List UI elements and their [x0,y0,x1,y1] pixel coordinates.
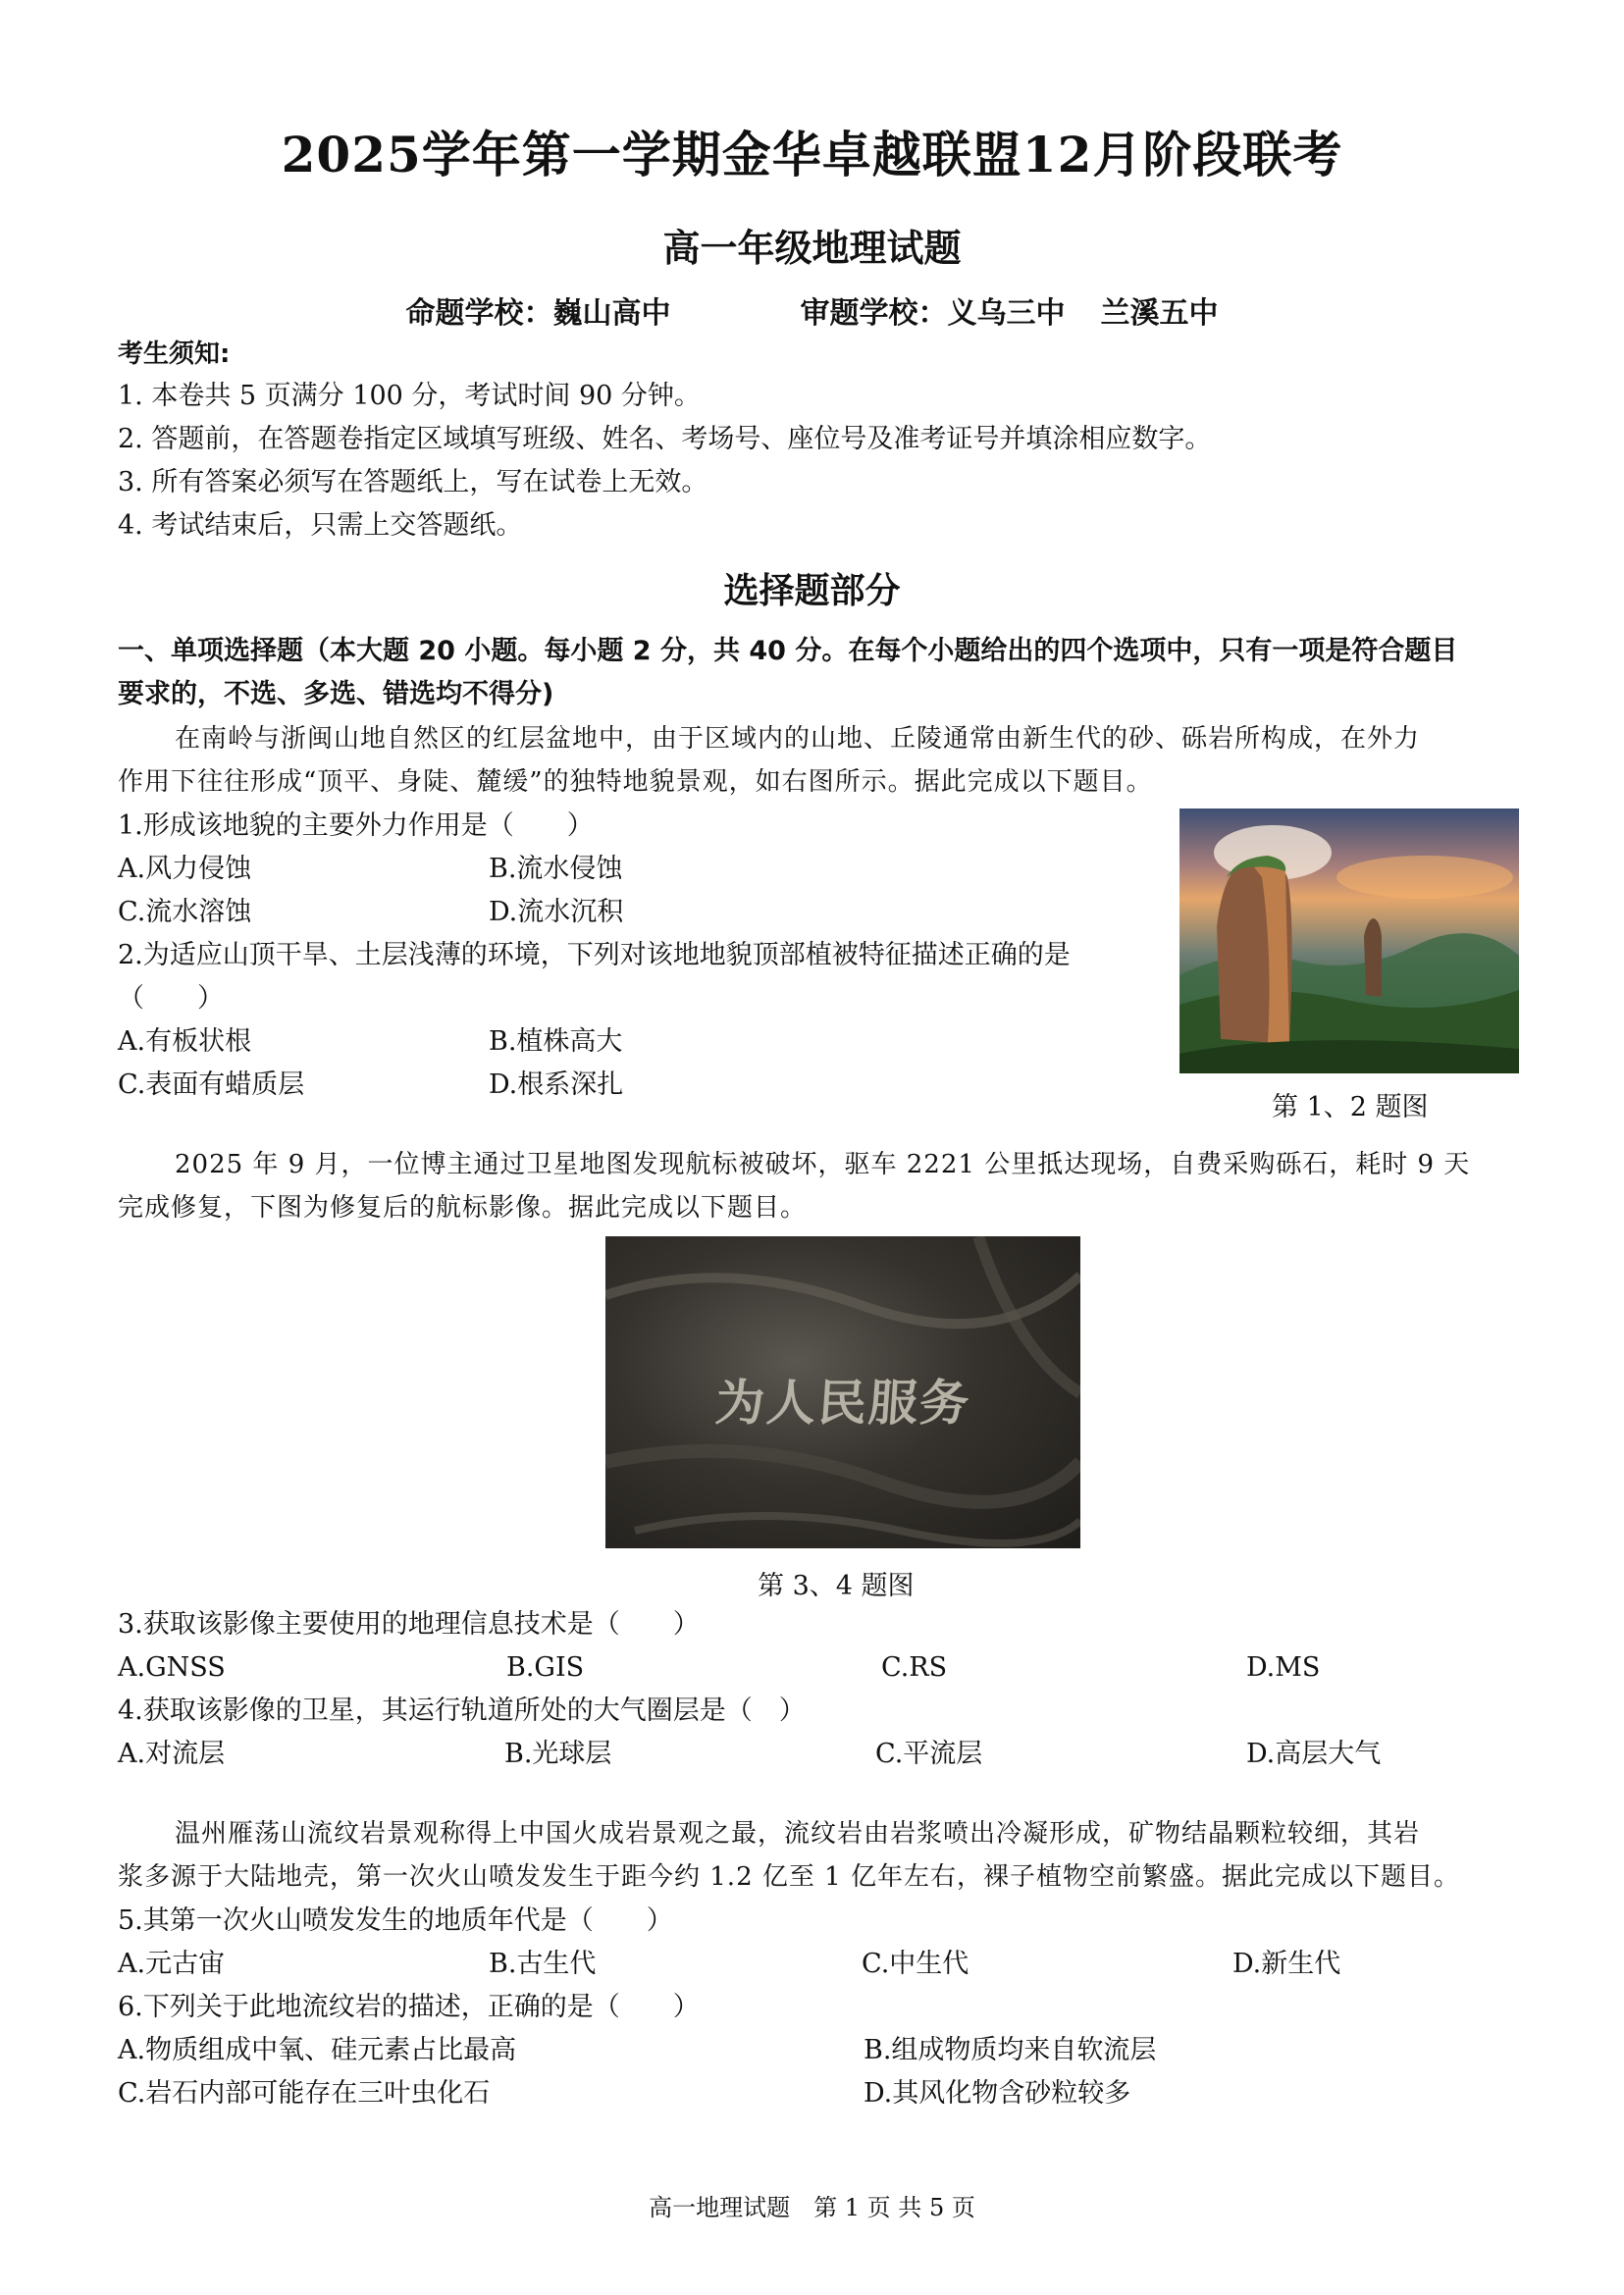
option: D.新生代 [1232,1949,1341,1979]
question-2: 2.为适应山顶干旱、土层浅薄的环境，下列对该地地貌顶部植被特征描述正确的是 [118,940,1071,970]
question-3: 3.获取该影像主要使用的地理信息技术是（ ） [118,1609,700,1640]
option: A.风力侵蚀 [118,854,252,884]
option: B.组成物质均来自软流层 [864,2035,1157,2065]
question-4: 4.获取该影像的卫星，其运行轨道所处的大气圈层是（ ） [118,1695,806,1726]
option: B.植株高大 [489,1026,623,1057]
option: D.根系深扎 [489,1069,624,1100]
question-6: 6.下列关于此地流纹岩的描述，正确的是（ ） [118,1992,700,2022]
passage-2: 2025 年 9 月，一位博主通过卫星地图发现航标被破坏，驱车 2221 公里抵达现场，自费采购砾石，耗时 9 天 [175,1150,1471,1179]
reviewer-school-2: 兰溪五中 [1100,296,1219,331]
question-1: 1.形成该地貌的主要外力作用是（ ） [118,810,594,841]
option: B.光球层 [504,1739,612,1769]
option: C.中生代 [862,1949,969,1979]
notice-heading: 考生须知: [118,339,231,369]
passage-1: 在南岭与浙闽山地自然区的红层盆地中，由于区域内的山地、丘陵通常由新生代的砂、砾岩所构成，在外力 [175,724,1421,754]
option: A.GNSS [118,1652,226,1683]
option: B.流水侵蚀 [489,854,623,884]
notice-item: 2. 答题前，在答题卷指定区域填写班级、姓名、考场号、座位号及准考证号并填涂相应数字。 [118,424,1212,454]
option: C.表面有蜡质层 [118,1069,305,1100]
notice-item: 3. 所有答案必须写在答题纸上，写在试卷上无效。 [118,467,708,497]
option: B.古生代 [489,1949,597,1979]
section-instruction: 要求的，不选、多选、错选均不得分) [118,679,554,709]
passage-1: 作用下往往形成“顶平、身陡、麓缓”的独特地貌景观，如右图所示。据此完成以下题目。 [118,767,1153,797]
school-info [0,288,1624,332]
page-footer: 高一地理试题 第 1 页 共 5 页 [649,2194,975,2221]
option: A.物质组成中氧、硅元素占比最高 [118,2035,517,2065]
question-2: （ ） [118,983,224,1014]
notice-item: 1. 本卷共 5 页满分 100 分，考试时间 90 分钟。 [118,381,701,411]
passage-3: 浆多源于大陆地壳，第一次火山喷发发生于距今约 1.2 亿至 1 亿年左右，裸子植物空前繁盛。据此完成以下题目。 [118,1862,1460,1892]
passage-2: 完成修复，下图为修复后的航标影像。据此完成以下题目。 [118,1193,808,1223]
option: C.平流层 [875,1739,983,1769]
option: D.其风化物含砂粒较多 [864,2078,1131,2109]
danxia-landform-photo [1179,808,1519,1073]
option: C.流水溶蚀 [118,897,252,927]
option: C.RS [881,1652,948,1683]
exam-subtitle: 高一年级地理试题 [662,227,962,270]
landform-illustration [1179,808,1519,1073]
figure-caption: 第 3、4 题图 [758,1571,915,1601]
navigation-marker-satellite-image [605,1236,1080,1548]
option: A.有板状根 [118,1026,252,1057]
option: D.高层大气 [1246,1739,1382,1769]
option: B.GIS [506,1652,585,1683]
marker-text: 为人民服务 [713,1375,973,1432]
section-title: 选择题部分 [723,571,901,611]
option: D.MS [1246,1652,1321,1683]
proposer-school: 命题学校：巍山高中 [405,296,671,331]
option: C.岩石内部可能存在三叶虫化石 [118,2078,491,2109]
option: A.对流层 [118,1739,226,1769]
question-5: 5.其第一次火山喷发发生的地质年代是（ ） [118,1905,673,1936]
exam-title: 2025学年第一学期金华卓越联盟12月阶段联考 [281,126,1343,183]
reviewer-school: 审题学校：义乌三中 [800,296,1066,331]
section-instruction: 一、单项选择题（本大题 20 小题。每小题 2 分，共 40 分。在每个小题给出的四个选项中，只有一项是符合题目 [118,636,1458,666]
notice-item: 4. 考试结束后，只需上交答题纸。 [118,510,523,541]
option: D.流水沉积 [489,897,624,927]
option: A.元古宙 [118,1949,226,1979]
figure-caption: 第 1、2 题图 [1272,1092,1429,1122]
passage-3: 温州雁荡山流纹岩景观称得上中国火成岩景观之最，流纹岩由岩浆喷出冷凝形成，矿物结晶颗粒较细，其岩 [175,1819,1421,1849]
